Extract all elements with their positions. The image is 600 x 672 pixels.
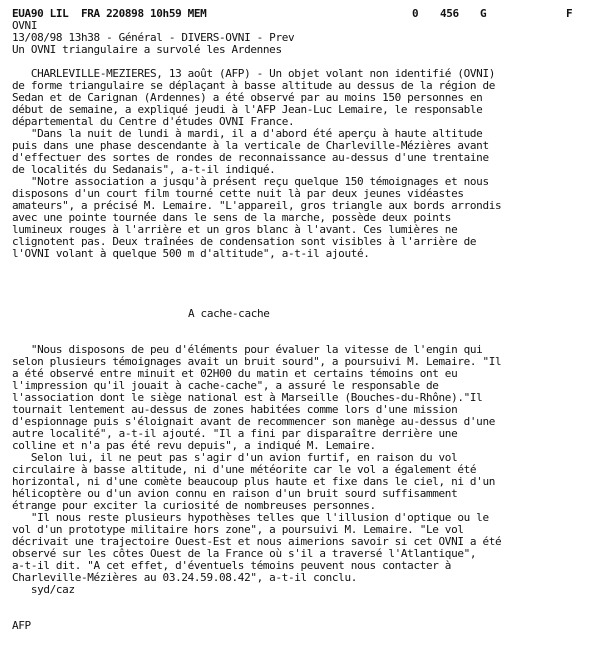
body-line: Sedan et de Carignan (Ardennes) a été observé par au moins 150 personnes en [12,91,483,104]
body-line: tournait lentement au-dessus de zones habitées comme lors d'une mission [12,403,458,416]
slug: OVNI [12,19,38,32]
body-line: départemental du Centre d'études OVNI France. [12,115,295,128]
body-line: CHARLEVILLE-MEZIERES, 13 août (AFP) - Un objet volant non identifié (OVNI) [12,67,495,80]
body-line: a été observé entre minuit et 02H00 du matin et certains témoins ont eu [12,367,458,380]
header-zero: 0 [412,7,419,20]
body-line: l'OVNI volant à quelque 500 m d'altitude", a-t-il ajouté. [12,247,370,260]
body-line: étrange pour exciter la curiosité de nombreuses personnes. [12,499,376,512]
body-line: avec une pointe tournée dans le sens de la marche, possède deux points [12,211,452,224]
body-line: clignotent pas. Deux traînées de condensation sont visibles à l'arrière de [12,235,477,248]
headline: Un OVNI triangulaire a survolé les Ardennes [12,43,282,56]
body-line: "Dans la nuit de lundi à mardi, il a d'abord été aperçu à haute altitude [12,127,483,140]
body-line: puis dans une phase descendante à la verticale de Charleville-Mézières avant [12,139,489,152]
body-line: amateurs", a précisé M. Lemaire. "L'appareil, gros triangle aux bords arrondis [12,199,502,212]
transmission-code: EUA90 LIL FRA 220898 10h59 MEM [12,7,207,20]
body-line: "Notre association a jusqu'à présent reçu quelque 150 témoignages et nous [12,175,489,188]
body-line: d'espionnage puis s'éloignait avant de recommencer son manège au-dessus d'une [12,415,495,428]
body-line: décrivait une trajectoire Ouest-Est et nous aimerions savoir si cet OVNI a été [12,535,502,548]
body-line: début de semaine, a expliqué jeudi à l'AFP Jean-Luc Lemaire, le responsable [12,103,483,116]
section-subheading: A cache-cache [188,307,270,320]
body-line: vol d'un prototype militaire hors zone", a poursuivi M. Lemaire. "Le vol [12,523,464,536]
body-line: de localités du Sedanais", a-t-il indiqué. [12,163,276,176]
body-line: "Nous disposons de peu d'éléments pour évaluer la vitesse de l'engin qui [12,343,483,356]
header-f: F [566,7,573,20]
dateline: 13/08/98 13h38 - Général - DIVERS-OVNI - Prev [12,31,295,44]
body-line: d'effectuer des sortes de rondes de reconnaissance au-dessus d'une trentaine [12,151,489,164]
body-line: l'impression qu'il jouait à cache-cache", a assuré le responsable de [12,379,439,392]
body-line: selon plusieurs témoignages avait un bruit sourd", a poursuivi M. Lemaire. "Il [12,355,502,368]
body-line: horizontal, ni d'une comète beaucoup plus haute et fixe dans le ciel, ni d'un [12,475,495,488]
header-number: 456 [440,7,459,20]
body-line: a-t-il dit. "A cet effet, d'éventuels témoins peuvent nous contacter à [12,559,452,572]
body-line: colline et n'a pas été revu depuis", a indiqué M. Lemaire. [12,439,376,452]
body-line: circulaire à basse altitude, ni d'une météorite car le vol a également été [12,463,477,476]
signoff: syd/caz [12,583,75,596]
body-line: disposons d'un court film tourné cette nuit là par deux jeunes vidéastes [12,187,464,200]
body-line: Selon lui, il ne peut pas s'agir d'un avion furtif, en raison du vol [12,451,458,464]
body-line: "Il nous reste plusieurs hypothèses telles que l'illusion d'optique ou le [12,511,489,524]
body-line: de forme triangulaire se déplaçant à basse altitude au dessus de la région de [12,79,495,92]
body-line: Charleville-Mézières au 03.24.59.08.42", a-t-il conclu. [12,571,357,584]
body-line: l'association dont le siège national est à Marseille (Bouches-du-Rhône)."Il [12,391,483,404]
footer-agency: AFP [12,619,31,632]
body-line: lumineux rouges à l'arrière et un gros blanc à l'avant. Ces lumières ne [12,223,458,236]
header-g: G [480,7,487,20]
body-line: observé sur les côtes Ouest de la France où s'il a traversé l'Atlantique", [12,547,477,560]
body-line: autre localité", a-t-il ajouté. "Il a fini par disparaître derrière une [12,427,458,440]
body-line: hélicoptère ou d'un avion connu en raison d'un bruit sourd suffisamment [12,487,458,500]
